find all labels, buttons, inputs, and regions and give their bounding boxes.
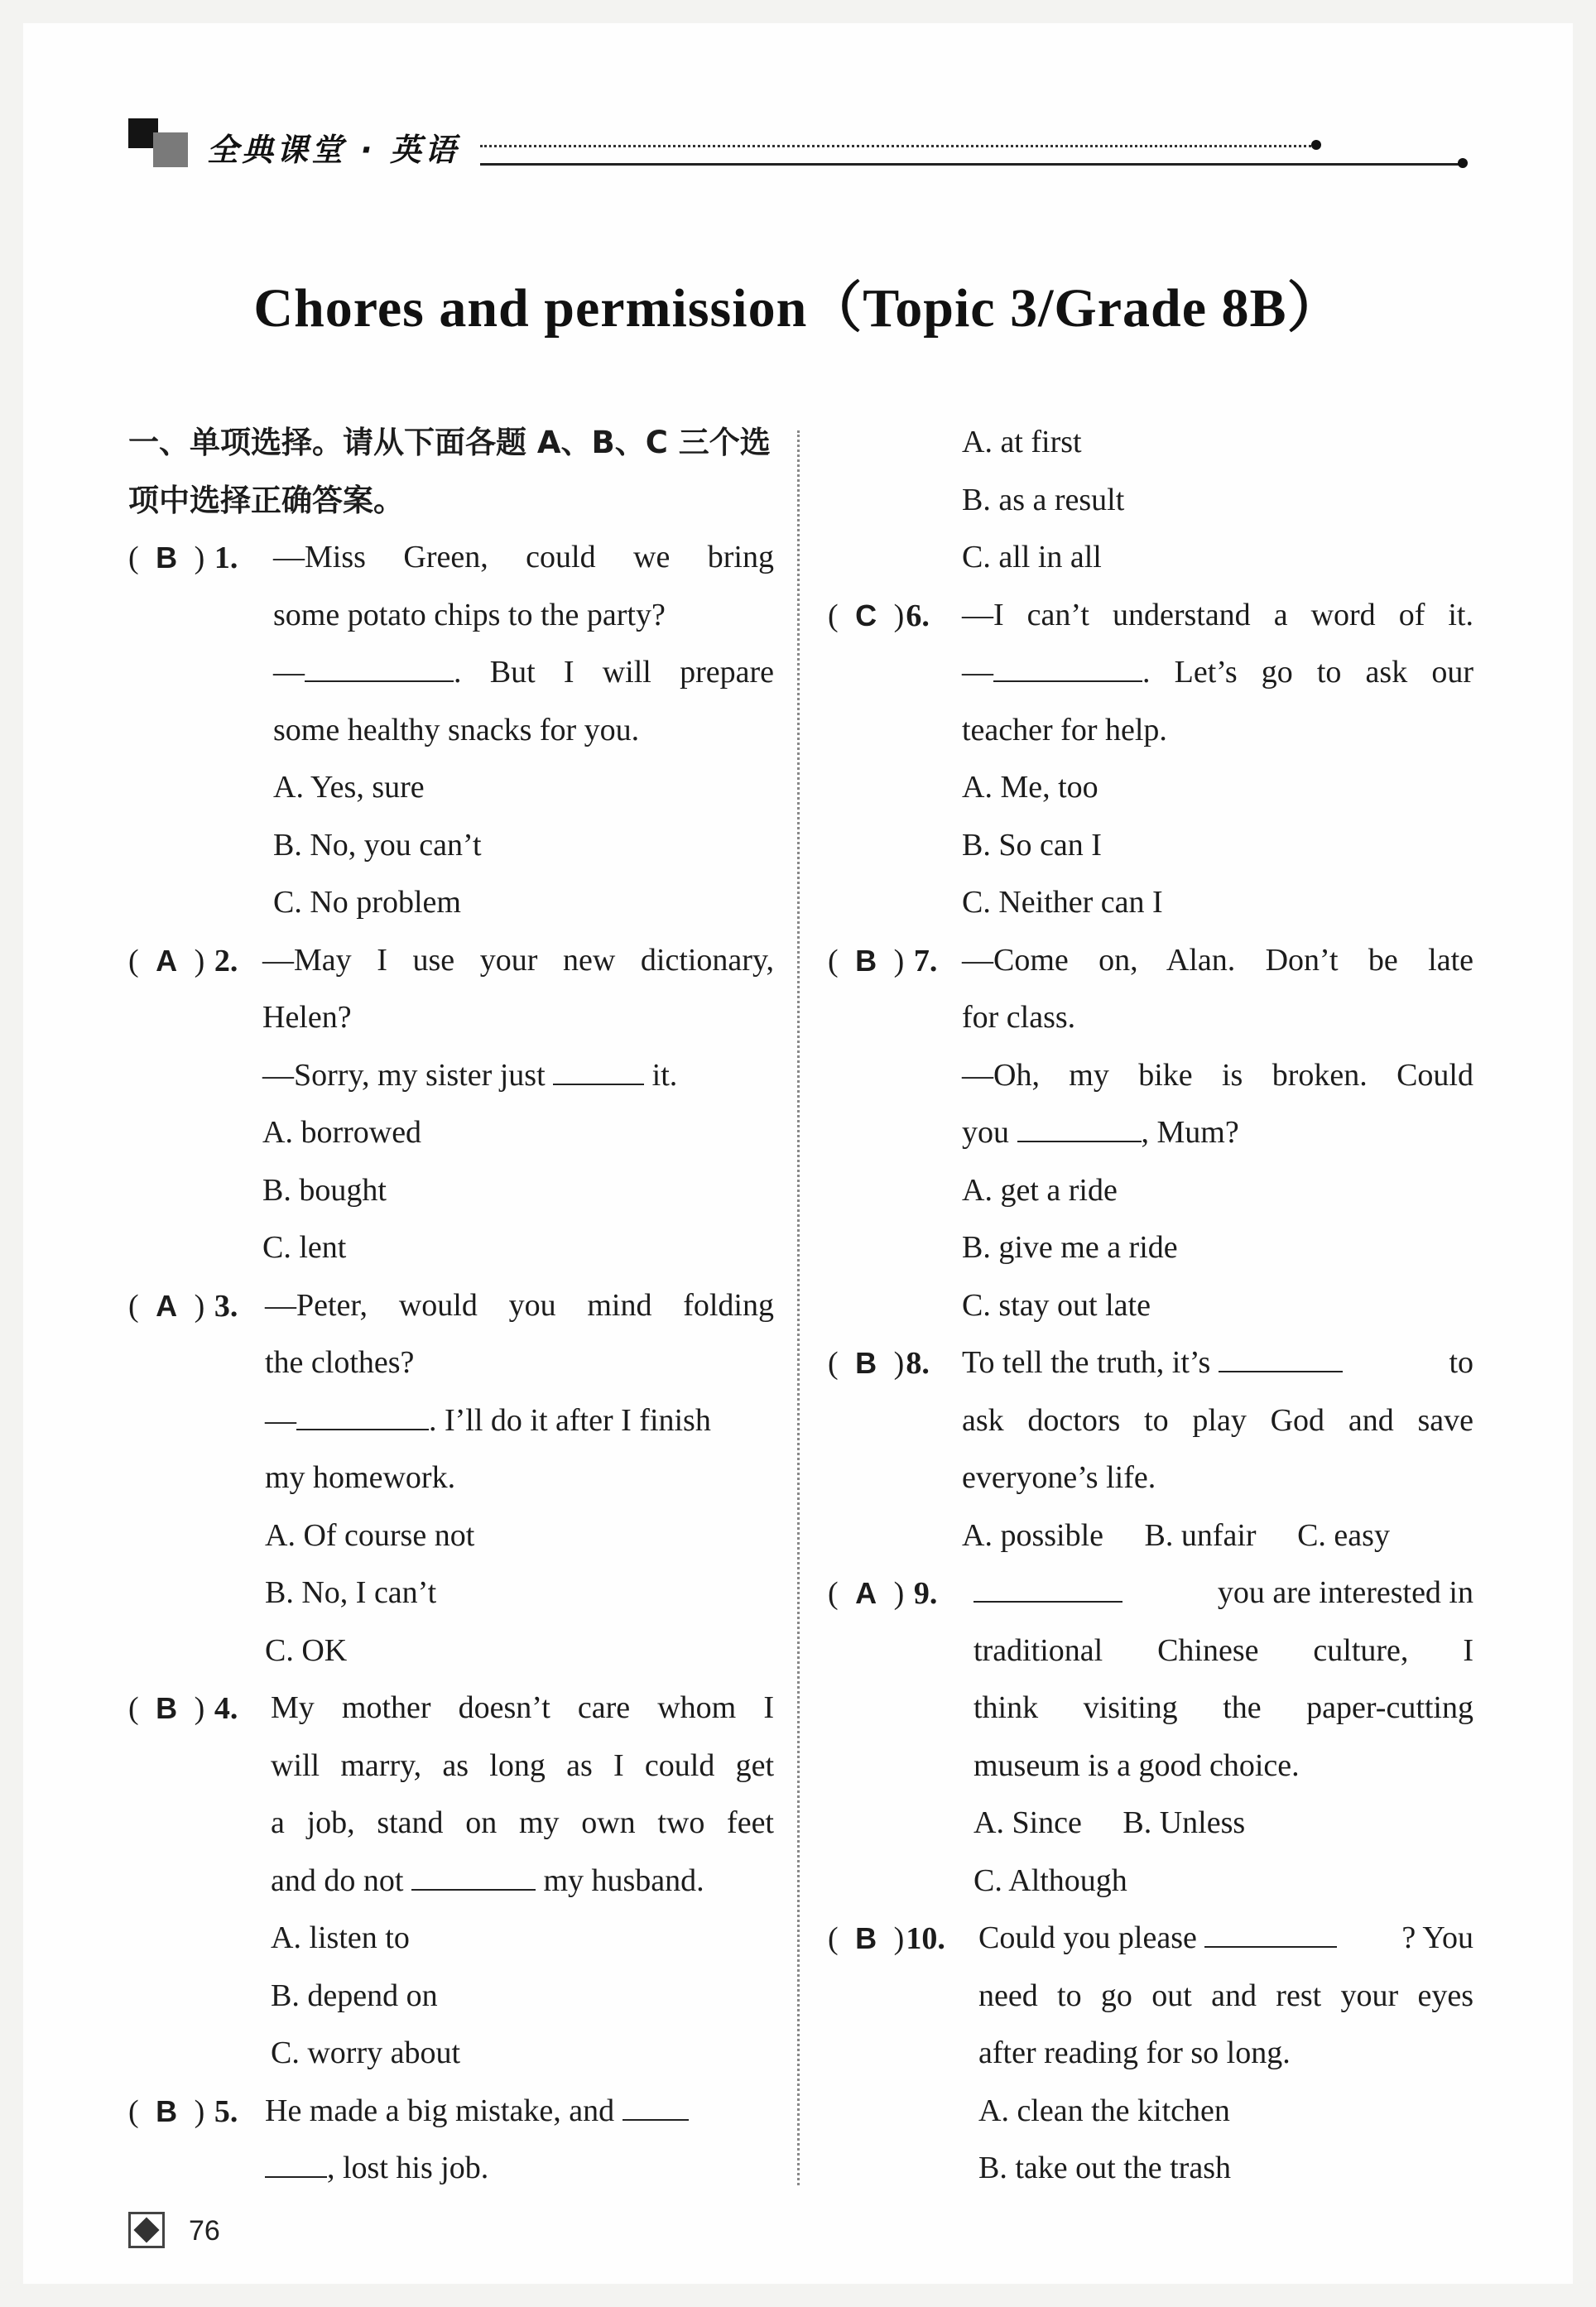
question-8: ( B )8. To tell the truth, it’s to ask doctors to play God and save everyone’s life. A. possible B. unfair C. easy xyxy=(828,1334,1473,1564)
question-3: ( A ) 3. —Peter, would you mind folding the clothes? — . I’ll do it after I finish my homework. A. Of course not B. No, I can’t C. OK xyxy=(128,1277,774,1680)
option-row xyxy=(973,1795,1473,1853)
option: C. all in all xyxy=(962,540,1102,574)
option: B. So can I xyxy=(962,827,1102,863)
question-number: 7. xyxy=(913,943,938,978)
option: B. No, I can’t xyxy=(265,1575,437,1610)
option: C. lent xyxy=(262,1230,347,1265)
question-5-options xyxy=(828,414,1473,587)
header-rule-dot xyxy=(1458,158,1468,168)
answer-blank[interactable] xyxy=(623,2086,689,2121)
question-number: 8. xyxy=(906,1346,930,1381)
answer-mark: B xyxy=(855,1921,877,1955)
option: C. OK xyxy=(265,1632,348,1668)
question-number: 5. xyxy=(214,2093,238,2129)
answer-blank[interactable] xyxy=(973,1568,1122,1603)
option: A. possible xyxy=(962,1517,1103,1553)
option: B. bought xyxy=(262,1172,387,1208)
question-1: ( B ) 1. —Miss Green, could we bring some potato chips to the party? — . But I will prepare some healthy snacks for you. A. Yes, sure B. No, you can’t C. No problem xyxy=(128,529,774,932)
option: C. Although xyxy=(973,1862,1127,1898)
answer-mark: C xyxy=(855,598,877,632)
option: A. Of course not xyxy=(265,1517,475,1553)
diamond-icon xyxy=(128,2212,165,2248)
option: A. listen to xyxy=(271,1920,410,1955)
answer-blank[interactable] xyxy=(296,1396,429,1430)
option: C. easy xyxy=(1297,1517,1390,1553)
answer-mark: A xyxy=(855,1576,877,1610)
answer-mark: B xyxy=(156,1691,178,1725)
answer-blank[interactable] xyxy=(1204,1913,1337,1948)
answer-blank[interactable] xyxy=(305,647,454,682)
option: B. No, you can’t xyxy=(273,827,482,863)
answer-blank[interactable] xyxy=(411,1856,536,1891)
column-divider xyxy=(797,430,800,2185)
question-number: 2. xyxy=(214,943,238,978)
question-number: 6. xyxy=(906,598,930,633)
option: B. as a result xyxy=(962,482,1125,517)
question-9: ( A ) 9. you are interested in traditional Chinese culture, I think visiting the paper-cutting museum is a good choice. A. Since B. Unless C. Although xyxy=(828,1564,1473,1910)
header-dotted-rule xyxy=(480,145,1316,147)
question-4: ( B ) 4. My mother doesn’t care whom I will marry, as long as I could get a job, stand on my own two feet and do not my husband. A. listen to B. depend on C. worry about xyxy=(128,1680,774,2083)
answer-mark: B xyxy=(855,1346,877,1380)
question-6: ( C )6. —I can’t understand a word of it. — . Let’s go to ask our teacher for help. A. Me, too B. So can I C. Neither can I xyxy=(828,587,1473,932)
option: C. stay out late xyxy=(962,1287,1151,1323)
header-rule-dot xyxy=(1311,140,1321,150)
question-number: 1. xyxy=(214,541,238,575)
header-block-gray xyxy=(153,132,188,167)
answer-mark: B xyxy=(156,2093,178,2128)
option: C. No problem xyxy=(273,885,461,920)
option: B. Unless xyxy=(1122,1805,1246,1840)
option: B. give me a ride xyxy=(962,1230,1178,1265)
question-5: ( B ) 5. He made a big mistake, and , lost his job. xyxy=(128,2083,774,2198)
option: A. Since xyxy=(973,1805,1082,1840)
page-title: Chores and permission（Topic 3/Grade 8B） xyxy=(253,278,1343,339)
question-2: ( A ) 2. —May I use your new dictionary, Helen? —Sorry, my sister just it. A. borrowed B. bought C. lent xyxy=(128,932,774,1277)
option: A. Me, too xyxy=(962,770,1098,805)
question-7: ( B ) 7. —Come on, Alan. Don’t be late for class. —Oh, my bike is broken. Could you , Mum? A. get a ride B. give me a ride C. stay out late xyxy=(828,932,1473,1335)
header-solid-rule xyxy=(480,163,1461,166)
page-number: 76 xyxy=(189,2215,220,2247)
option: A. get a ride xyxy=(962,1172,1118,1208)
option: A. at first xyxy=(962,425,1082,459)
answer-blank[interactable] xyxy=(265,2143,327,2178)
option: A. Yes, sure xyxy=(273,770,425,805)
answer-mark: B xyxy=(855,943,877,978)
section-instruction: 一、单项选择。请从下面各题 A、B、C 三个选 项中选择正确答案。 xyxy=(128,425,771,518)
question-number: 3. xyxy=(214,1288,238,1324)
answer-blank[interactable] xyxy=(993,647,1142,682)
answer-blank[interactable] xyxy=(1017,1108,1142,1142)
option: B. unfair xyxy=(1144,1517,1257,1553)
question-number: 9. xyxy=(913,1576,938,1611)
answer-blank[interactable] xyxy=(1219,1338,1343,1372)
option: B. take out the trash xyxy=(978,2151,1231,2185)
option: C. Neither can I xyxy=(962,885,1163,920)
question-number: 10. xyxy=(906,1921,945,1956)
option: C. worry about xyxy=(271,2035,461,2070)
right-column xyxy=(828,414,1473,2198)
question-10: ( B )10. Could you please ? You need to go out and rest your eyes after reading for so long. A. clean the kitchen B. take out the trash xyxy=(828,1910,1473,2198)
left-column xyxy=(128,414,774,2198)
answer-mark: A xyxy=(156,1288,178,1323)
option: B. depend on xyxy=(271,1978,438,2013)
option-row xyxy=(962,1507,1473,1565)
question-number: 4. xyxy=(214,1691,238,1726)
answer-mark: B xyxy=(156,541,178,574)
answer-blank[interactable] xyxy=(553,1050,644,1085)
answer-mark: A xyxy=(156,943,178,978)
option: A. borrowed xyxy=(262,1115,422,1150)
header-brand: 全典课堂 · 英语 xyxy=(207,132,459,168)
option: A. clean the kitchen xyxy=(978,2093,1230,2128)
